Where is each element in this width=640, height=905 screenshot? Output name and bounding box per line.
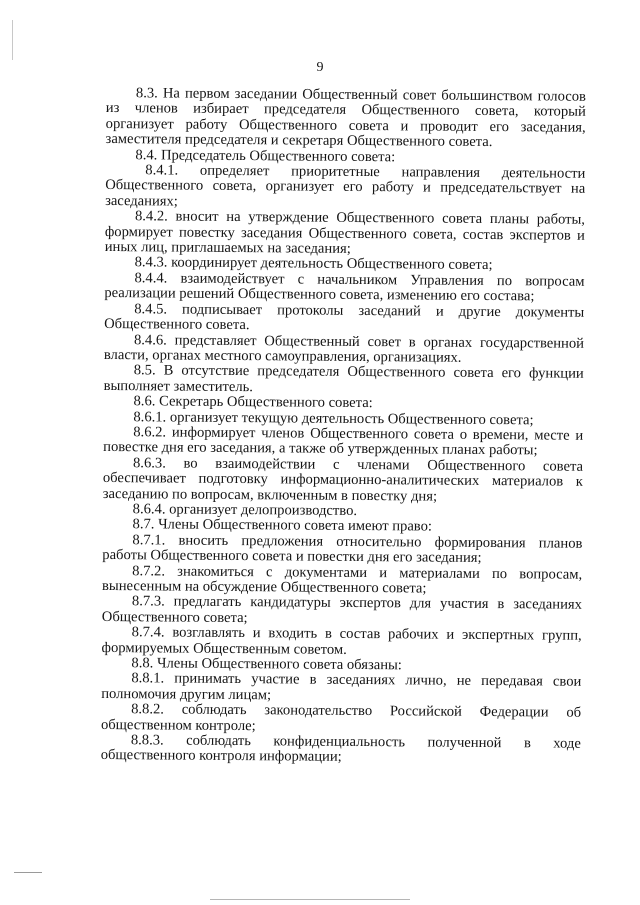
paragraph-8-6-4: 8.6.4. организует делопроизводство. <box>132 501 358 519</box>
document-body <box>101 86 586 768</box>
paragraph-8-4-3: 8.4.3. координирует деятельность Общественного совета; <box>134 254 493 274</box>
paragraph-8-7: 8.7. Члены Общественного совета имеют право: <box>132 516 433 535</box>
paragraph-8-8-1: 8.8.1. принимать участие в заседаниях лично, не передавая свои полномочия другим лицам; <box>101 670 582 704</box>
paragraph-8-3: 8.3. На первом заседании Общественный совет большинством голосов из членов избирает председателя Общественного совета, который организует работу Общественного совета и проводит его заседания, заместителя председателя и секретаря Общественного совета. <box>105 85 586 151</box>
paragraph-8-8-3: 8.8.3. соблюдать конфиденциальность полученной в ходе общественного контроля информации; <box>100 732 581 766</box>
paragraph-8-4-1: 8.4.1. определяет приоритетные направления деятельности Общественного совета, организует его работу и председательствует на заседаниях; <box>105 162 586 210</box>
paragraph-8-4-5: 8.4.5. подписывает протоколы заседаний и другие документы Общественного совета. <box>104 300 585 334</box>
paragraph-8-4-2: 8.4.2. вносит на утверждение Общественного совета планы работы, формирует повестку заседания Общественного совета, состав экспертов и иных лиц, приглашаемых на заседания; <box>104 208 586 257</box>
paragraph-8-6-2: 8.6.2. информирует членов Общественного совета о времени, месте и повестке дня его заседания, а также об утвержденных планах работы; <box>103 424 584 459</box>
scan-artifact-bottom <box>210 899 410 900</box>
paragraph-8-7-3: 8.7.3. предлагать кандидатуры экспертов для участия в заседаниях Общественного совета; <box>101 593 583 626</box>
paragraph-8-7-4: 8.7.4. возглавлять и входить в состав рабочих и экспертных групп, формируемых Общественным советом. <box>101 624 582 658</box>
paragraph-8-6-3: 8.6.3. во взаимодействии с членами Общественного совета обеспечивает подготовку информационно-аналитических материалов к заседанию по вопросам, включенным в повестку дня; <box>102 454 584 505</box>
paragraph-8-5: 8.5. В отсутствие председателя Общественного совета его функции выполняет заместитель. <box>103 362 584 395</box>
paragraph-8-7-2: 8.7.2. знакомиться с документами и материалами по вопросам, вынесенным на обсуждение Общественного совета; <box>102 562 583 597</box>
scan-artifact-left <box>14 872 42 873</box>
paragraph-8-4: 8.4. Председатель Общественного совета: <box>135 146 396 165</box>
paragraph-8-8: 8.8. Члены Общественного совета обязаны: <box>131 655 402 674</box>
paragraph-8-6-1: 8.6.1. организует текущую деятельность Общественного совета; <box>133 408 534 428</box>
scan-margin-mark <box>12 20 13 60</box>
paragraph-8-4-4: 8.4.4. взаимодействует с начальником Управления по вопросам реализации решений Общественного совета, изменению его состава; <box>104 270 585 305</box>
paragraph-8-6: 8.6. Секретарь Общественного совета: <box>133 393 373 412</box>
paragraph-8-8-2: 8.8.2. соблюдать законодательство Российской Федерации об общественном контроле; <box>100 701 582 734</box>
paragraph-8-7-1: 8.7.1. вносить предложения относительно формирования планов работы Общественного совета и повестки дня его заседания; <box>102 532 583 567</box>
page-number: 9 <box>316 60 324 75</box>
paragraph-8-4-6: 8.4.6. представляет Общественный совет в органах государственной власти, органах местного самоуправления, организациях. <box>103 331 585 366</box>
